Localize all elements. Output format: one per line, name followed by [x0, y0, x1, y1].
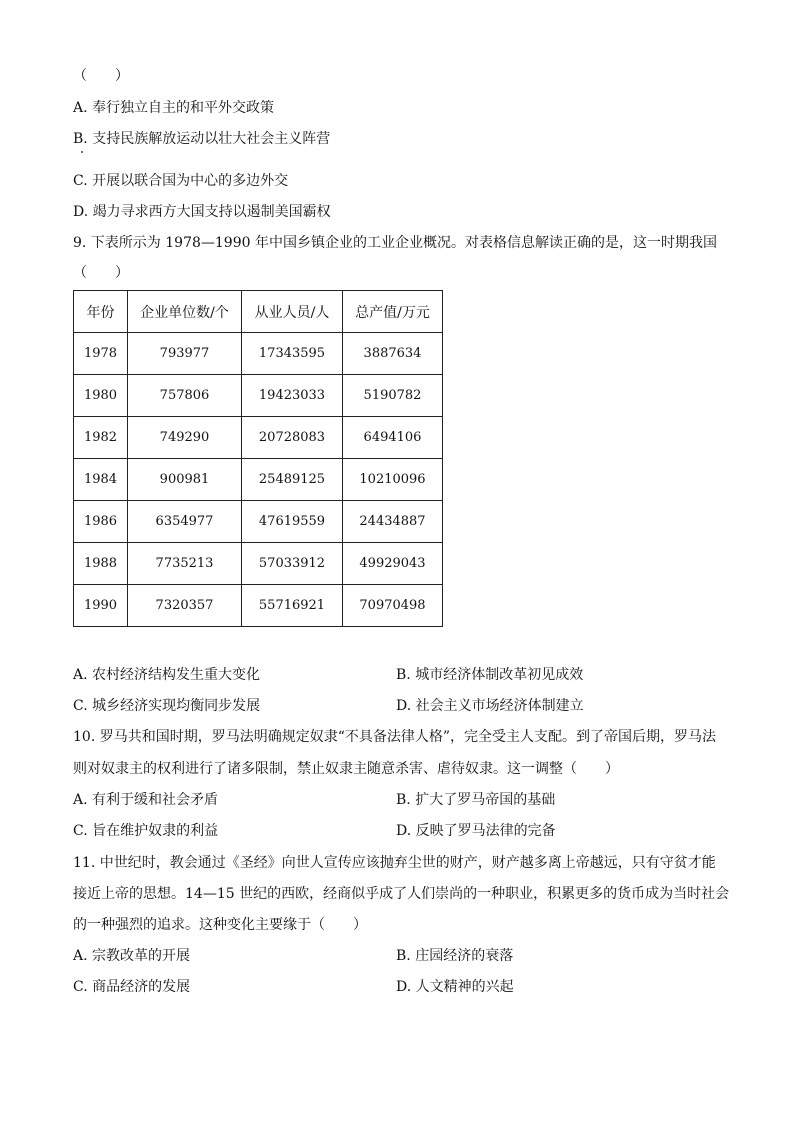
table-cell: 49929043 — [343, 543, 443, 585]
table-cell: 47619559 — [242, 501, 343, 543]
q11-stem-line-1: 11. 中世纪时，教会通过《圣经》向世人宣传应该抛弃尘世的财产，财产越多离上帝越远，只有守贫才能 — [73, 855, 716, 871]
q9-answer-paren: （ ） — [73, 265, 129, 281]
q9-stem: 9. 下表所示为 1978—1990 年中国乡镇企业的工业企业概况。对表格信息解读正确的是，这一时期我国 — [73, 235, 717, 251]
table-header-cell: 企业单位数/个 — [128, 291, 242, 333]
q10-option-b: B. 扩大了罗马帝国的基础 — [396, 792, 556, 808]
q11-option-b: B. 庄园经济的衰落 — [396, 948, 514, 964]
q11-option-d: D. 人文精神的兴起 — [396, 979, 514, 995]
q10-stem-line-2: 则对奴隶主的权利进行了诸多限制，禁止奴隶主随意杀害、虐待奴隶。这一调整（ ） — [73, 761, 619, 777]
table-cell: 1990 — [74, 585, 128, 627]
table-row — [74, 543, 443, 585]
table-cell: 757806 — [128, 375, 242, 417]
q8-option-d: D. 竭力寻求西方大国支持以遏制美国霸权 — [73, 204, 331, 220]
table-cell: 1978 — [74, 333, 128, 375]
q8-answer-paren: （ ） — [73, 68, 129, 84]
q9-option-d: D. 社会主义市场经济体制建立 — [396, 698, 584, 714]
table-cell: 6354977 — [128, 501, 242, 543]
table-cell: 55716921 — [242, 585, 343, 627]
table-cell: 57033912 — [242, 543, 343, 585]
q9-options-row-2 — [73, 696, 733, 716]
stray-dot — [81, 151, 83, 153]
q10-option-c: C. 旨在维护奴隶的利益 — [73, 823, 219, 839]
table-row — [74, 501, 443, 543]
table-header-row — [74, 291, 443, 333]
q11-option-c: C. 商品经济的发展 — [73, 979, 191, 995]
table-cell: 19423033 — [242, 375, 343, 417]
q11-stem-line-3: 的一种强烈的追求。这种变化主要缘于（ ） — [73, 917, 367, 933]
table-cell: 900981 — [128, 459, 242, 501]
table-cell: 793977 — [128, 333, 242, 375]
table-cell: 1982 — [74, 417, 128, 459]
table-cell: 5190782 — [343, 375, 443, 417]
q11-options-row-1 — [73, 946, 733, 966]
q9-option-b: B. 城市经济体制改革初见成效 — [396, 667, 584, 683]
table-cell: 3887634 — [343, 333, 443, 375]
q9-option-a: A. 农村经济结构发生重大变化 — [73, 667, 261, 683]
q8-option-b: B. 支持民族解放运动以壮大社会主义阵营 — [73, 131, 331, 147]
table-cell: 749290 — [128, 417, 242, 459]
q10-stem-line-1: 10. 罗马共和国时期，罗马法明确规定奴隶“不具备法律人格”，完全受主人支配。到了帝国后期，罗马法 — [73, 729, 717, 745]
q9-options-row-1 — [73, 665, 733, 685]
q9-option-c: C. 城乡经济实现均衡同步发展 — [73, 698, 261, 714]
q10-option-d: D. 反映了罗马法律的完备 — [396, 823, 556, 839]
q11-stem-line-2: 接近上帝的思想。14—15 世纪的西欧，经商似乎成了人们崇尚的一种职业，积累更多的货币成为当时社会 — [73, 886, 730, 902]
table-cell: 6494106 — [343, 417, 443, 459]
table-header-cell: 年份 — [74, 291, 128, 333]
table-header-cell: 总产值/万元 — [343, 291, 443, 333]
table-cell: 1984 — [74, 459, 128, 501]
q10-options-row-2 — [73, 821, 733, 841]
table-header-cell: 从业人员/人 — [242, 291, 343, 333]
table-cell: 1980 — [74, 375, 128, 417]
q9-data-table — [73, 290, 443, 627]
table-row — [74, 585, 443, 627]
q10-option-a: A. 有利于缓和社会矛盾 — [73, 792, 219, 808]
table-cell: 1988 — [74, 543, 128, 585]
table-row — [74, 417, 443, 459]
table-cell: 10210096 — [343, 459, 443, 501]
table-row — [74, 375, 443, 417]
table-cell: 25489125 — [242, 459, 343, 501]
table-row — [74, 459, 443, 501]
table-cell: 7735213 — [128, 543, 242, 585]
table-cell: 70970498 — [343, 585, 443, 627]
table-cell: 17343595 — [242, 333, 343, 375]
q11-options-row-2 — [73, 977, 733, 997]
table-row — [74, 333, 443, 375]
q8-option-a: A. 奉行独立自主的和平外交政策 — [73, 100, 275, 116]
table-cell: 24434887 — [343, 501, 443, 543]
table-cell: 20728083 — [242, 417, 343, 459]
q8-option-c: C. 开展以联合国为中心的多边外交 — [73, 173, 289, 189]
q11-option-a: A. 宗教改革的开展 — [73, 948, 191, 964]
table-cell: 7320357 — [128, 585, 242, 627]
q10-options-row-1 — [73, 790, 733, 810]
table-cell: 1986 — [74, 501, 128, 543]
